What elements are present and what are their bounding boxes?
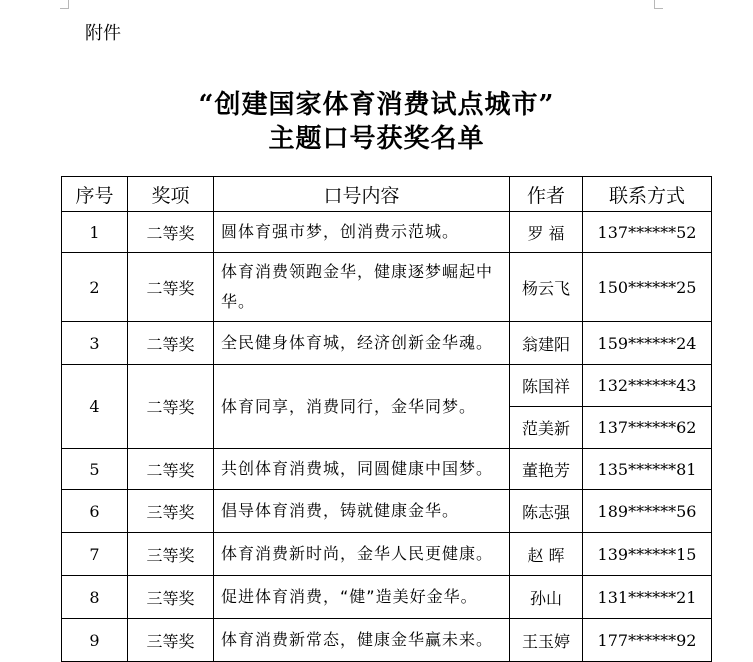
attachment-label: 附件 (85, 23, 121, 44)
table-row (62, 449, 712, 490)
column-header-slogan: 口号内容 (214, 177, 510, 212)
row-number: 9 (62, 619, 128, 662)
row-slogan: 圆体育强市梦，创消费示范城。 (214, 212, 510, 253)
row-phone: 189******56 (583, 490, 712, 533)
row-phone: 132******43 (583, 365, 712, 407)
column-header-award: 奖项 (128, 177, 214, 212)
table-row (62, 533, 712, 576)
row-number: 1 (62, 212, 128, 253)
award-list-table (61, 176, 712, 662)
row-author: 罗 福 (510, 212, 583, 253)
row-slogan: 体育同享，消费同行，金华同梦。 (214, 365, 510, 449)
row-slogan: 促进体育消费，“健”造美好金华。 (214, 576, 510, 619)
row-author: 范美新 (510, 407, 583, 449)
row-slogan: 全民健身体育城，经济创新金华魂。 (214, 322, 510, 365)
row-phone: 159******24 (583, 322, 712, 365)
row-slogan: 倡导体育消费，铸就健康金华。 (214, 490, 510, 533)
document-title-line2: 主题口号获奖名单 (268, 124, 485, 154)
row-award: 三等奖 (128, 490, 214, 533)
row-phone: 139******15 (583, 533, 712, 576)
row-slogan: 体育消费新常态，健康金华赢未来。 (214, 619, 510, 662)
row-phone: 137******62 (583, 407, 712, 449)
page-corner-mark-right (654, 0, 663, 9)
row-author: 翁建阳 (510, 322, 583, 365)
page-corner-mark-left (60, 0, 69, 9)
row-award: 二等奖 (128, 365, 214, 449)
row-author: 陈国祥 (510, 365, 583, 407)
table-row (62, 490, 712, 533)
column-header-number: 序号 (62, 177, 128, 212)
row-number: 3 (62, 322, 128, 365)
column-header-contact: 联系方式 (583, 177, 712, 212)
row-slogan: 体育消费新时尚，金华人民更健康。 (214, 533, 510, 576)
row-number: 7 (62, 533, 128, 576)
row-author: 孙山 (510, 576, 583, 619)
table-row (62, 212, 712, 253)
table-row (62, 365, 712, 407)
table-row (62, 619, 712, 662)
row-number: 4 (62, 365, 128, 449)
column-header-author: 作者 (510, 177, 583, 212)
document-title-line1: “创建国家体育消费试点城市” (198, 90, 555, 120)
table-row (62, 322, 712, 365)
table-header-row (62, 177, 712, 212)
row-number: 8 (62, 576, 128, 619)
row-award: 三等奖 (128, 619, 214, 662)
row-author: 王玉婷 (510, 619, 583, 662)
row-award: 二等奖 (128, 449, 214, 490)
row-phone: 131******21 (583, 576, 712, 619)
row-author: 董艳芳 (510, 449, 583, 490)
row-phone: 137******52 (583, 212, 712, 253)
row-number: 5 (62, 449, 128, 490)
row-phone: 177******92 (583, 619, 712, 662)
row-slogan: 体育消费领跑金华，健康逐梦崛起中华。 (214, 253, 510, 322)
table-row (62, 576, 712, 619)
row-award: 三等奖 (128, 576, 214, 619)
row-number: 2 (62, 253, 128, 322)
row-author: 陈志强 (510, 490, 583, 533)
row-author: 杨云飞 (510, 253, 583, 322)
row-phone: 135******81 (583, 449, 712, 490)
row-award: 三等奖 (128, 533, 214, 576)
table-row (62, 253, 712, 322)
row-award: 二等奖 (128, 212, 214, 253)
row-slogan: 共创体育消费城，同圆健康中国梦。 (214, 449, 510, 490)
row-phone: 150******25 (583, 253, 712, 322)
row-number: 6 (62, 490, 128, 533)
row-award: 二等奖 (128, 253, 214, 322)
row-author: 赵 晖 (510, 533, 583, 576)
row-award: 二等奖 (128, 322, 214, 365)
